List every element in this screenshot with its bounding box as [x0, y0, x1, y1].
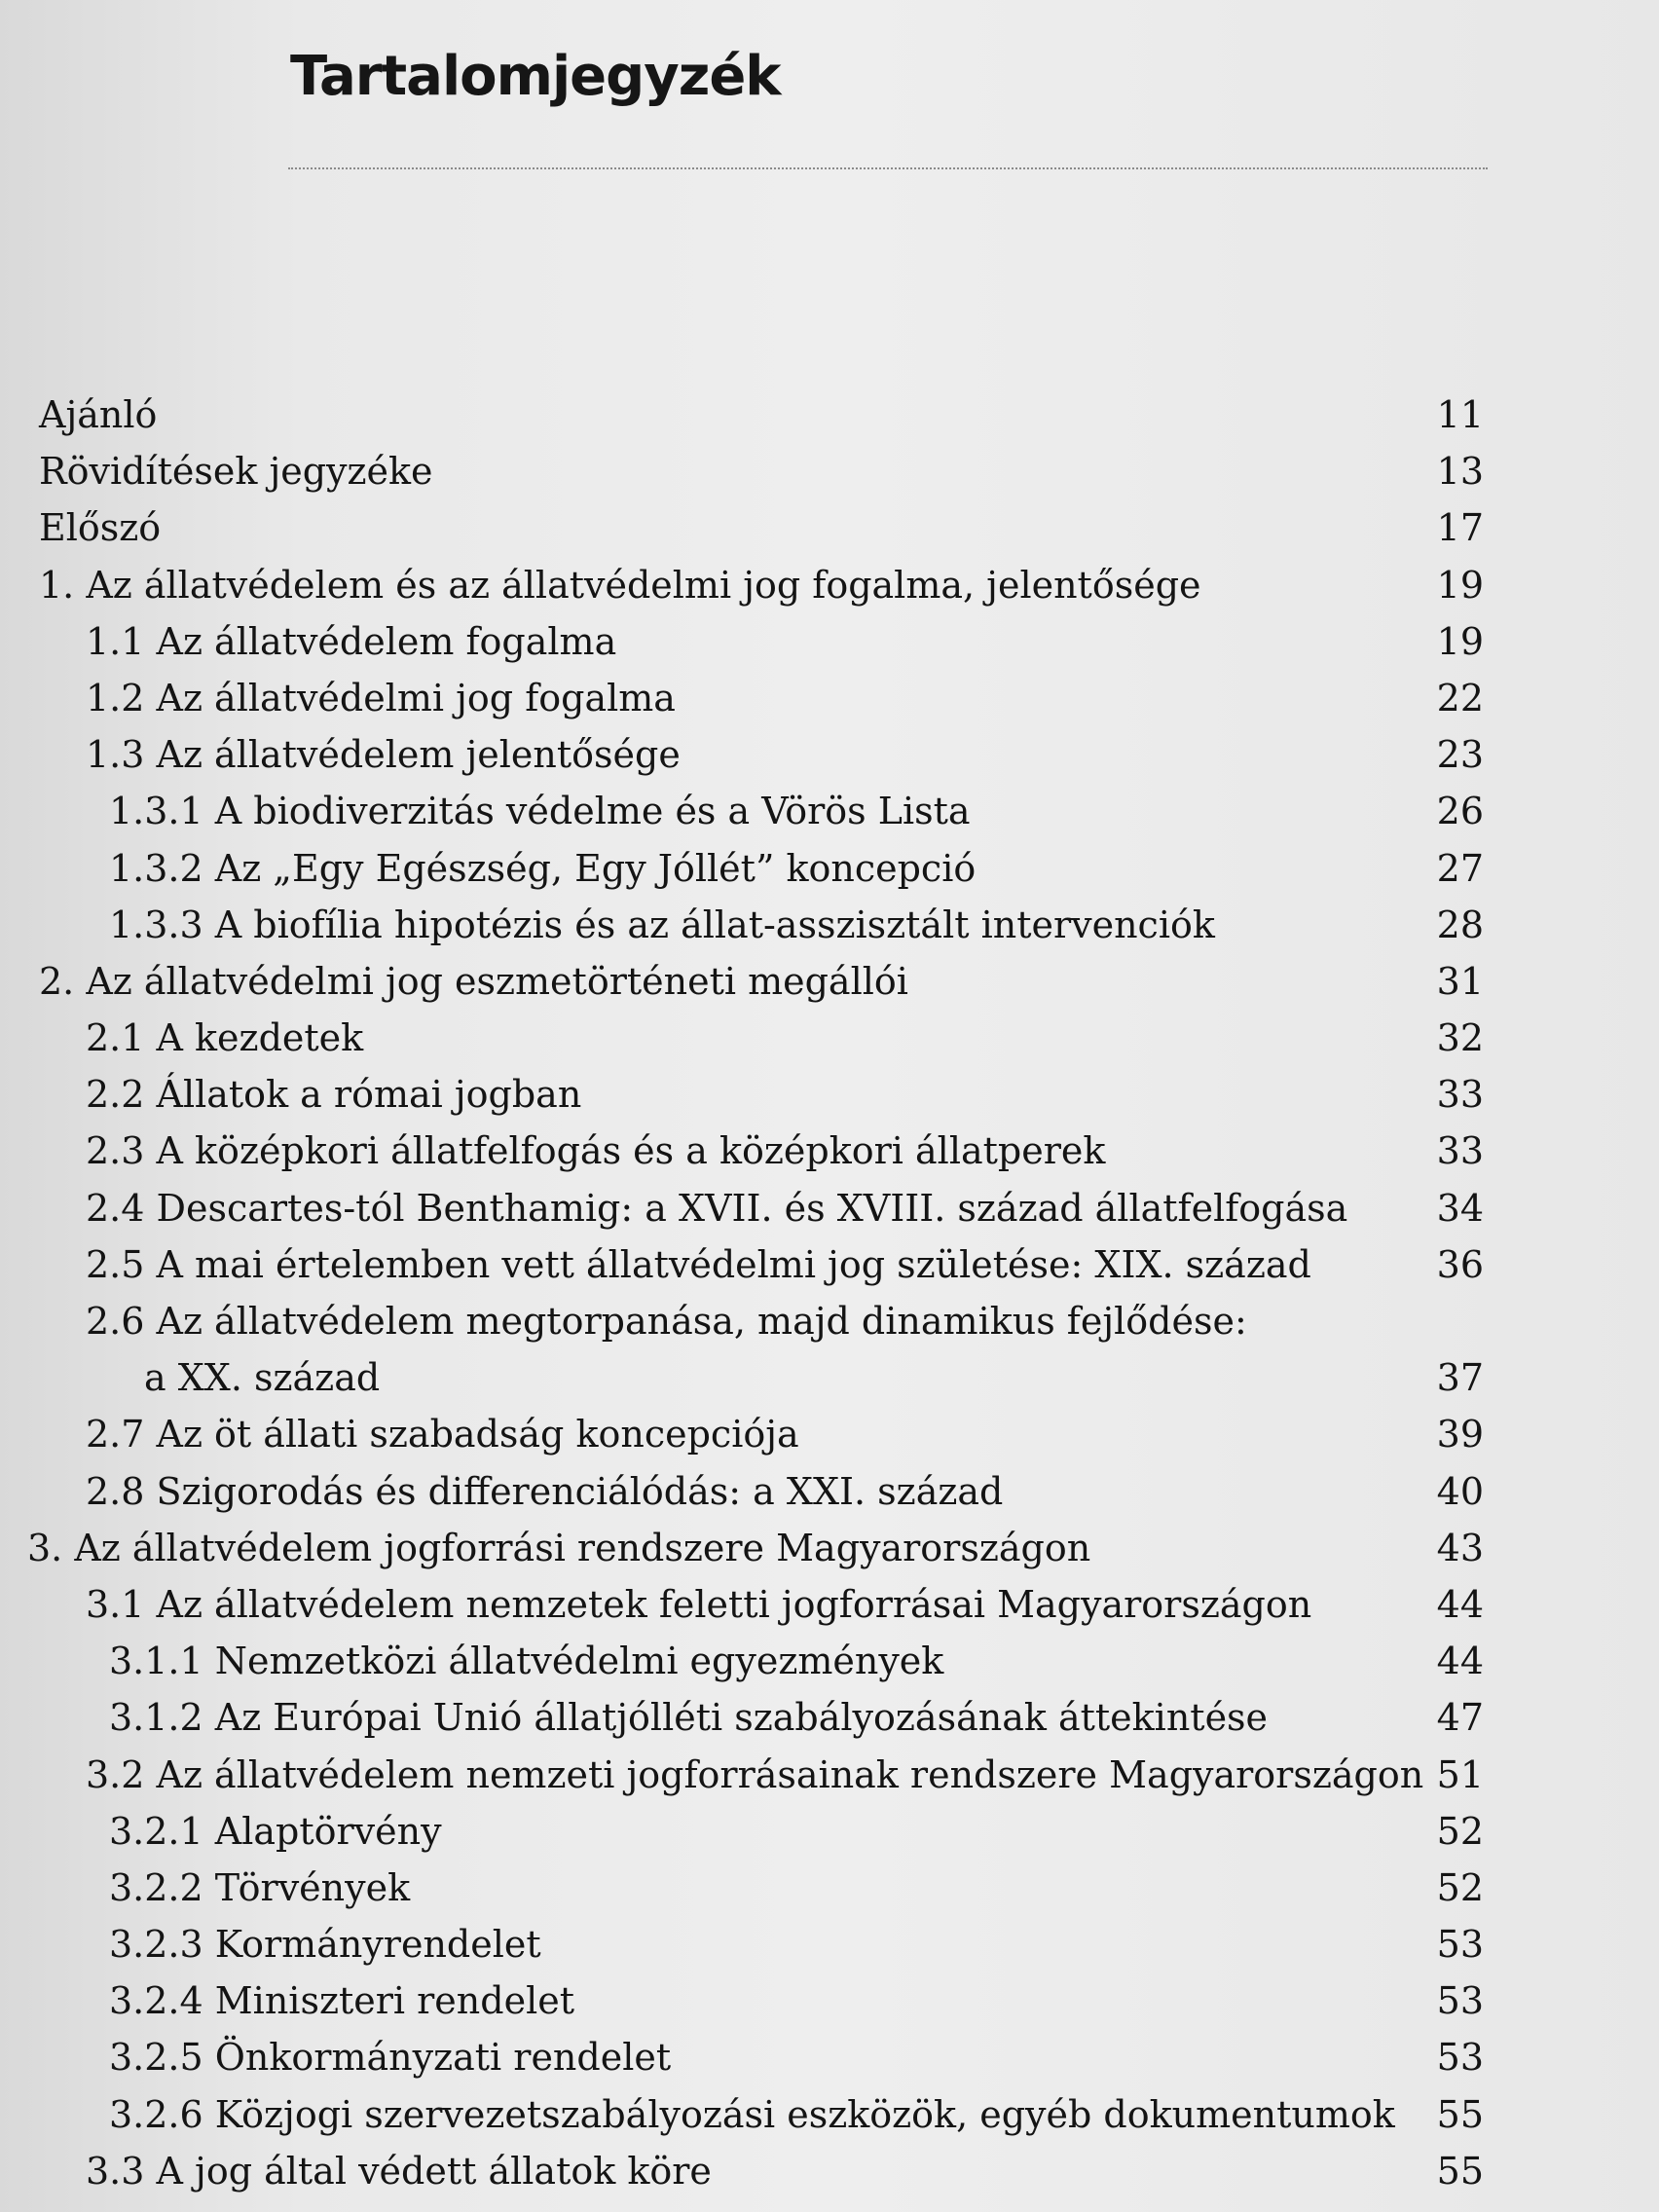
- toc-entry-page-number: 39: [1436, 1413, 1484, 1456]
- toc-entry: [0, 387, 1659, 444]
- toc-entry: [0, 2087, 1659, 2144]
- toc-entry-label: 3.2.3 Kormányrendelet: [109, 1923, 541, 1967]
- toc-entry-label: 1.3.3 A biofília hipotézis és az állat-asszisztált intervenciók: [109, 903, 1215, 946]
- toc-entry: [0, 1804, 1659, 1861]
- toc-entry: [0, 2144, 1659, 2200]
- toc-entry-label: 1.3 Az állatvédelem jelentősége: [86, 733, 681, 777]
- toc-entry: [0, 1690, 1659, 1747]
- toc-entry-page-number: 33: [1436, 1073, 1484, 1117]
- toc-entry-label: Előszó: [39, 506, 162, 550]
- toc-entry-page-number: 53: [1436, 1979, 1484, 2023]
- toc-entry-label: 1.2 Az állatvédelmi jog fogalma: [86, 676, 676, 719]
- toc-entry-label: 2.6 Az állatvédelem megtorpanása, majd dinamikus fejlődése:: [86, 1300, 1247, 1343]
- toc-entry-page-number: 53: [1436, 2036, 1484, 2080]
- title-divider: [288, 167, 1488, 169]
- toc-entry: [0, 954, 1659, 1011]
- toc-entry-label: 3.1.1 Nemzetközi állatvédelmi egyezmények: [109, 1640, 944, 1683]
- toc-entry-label: 3.3 A jog által védett állatok köre: [86, 2149, 712, 2193]
- toc-entry-page-number: 34: [1436, 1186, 1484, 1230]
- toc-entry: [0, 1011, 1659, 1067]
- toc-entry-label: Ajánló: [39, 393, 158, 436]
- toc-entry-page-number: 28: [1436, 903, 1484, 946]
- toc-entry-label: 1.3.1 A biodiverzitás védelme és a Vörös Lista: [109, 790, 971, 833]
- toc-entry-label: 2.2 Állatok a római jogban: [86, 1073, 582, 1117]
- toc-entry: [0, 614, 1659, 671]
- table-of-contents: [0, 387, 1659, 2200]
- toc-entry-label: a XX. század: [144, 1356, 381, 1400]
- toc-entry-page-number: 52: [1436, 1809, 1484, 1853]
- toc-entry: [0, 1294, 1659, 1350]
- toc-entry-page-number: 22: [1436, 676, 1484, 719]
- toc-entry-page-number: 27: [1436, 846, 1484, 890]
- toc-entry: [0, 1181, 1659, 1237]
- toc-entry-label: 2. Az állatvédelmi jog eszmetörténeti megállói: [39, 959, 908, 1003]
- toc-entry-label: 2.3 A középkori állatfelfogás és a középkori állatperek: [86, 1129, 1106, 1173]
- toc-entry-label: 2.5 A mai értelemben vett állatvédelmi jog születése: XIX. század: [86, 1242, 1311, 1286]
- toc-entry-page-number: 44: [1436, 1640, 1484, 1683]
- toc-entry: [0, 1407, 1659, 1463]
- toc-entry-label: 3.2 Az állatvédelem nemzeti jogforrásainak rendszere Magyarországon: [86, 1752, 1424, 1796]
- toc-entry-label: 3.2.5 Önkormányzati rendelet: [109, 2036, 672, 2080]
- toc-entry: [0, 1067, 1659, 1124]
- toc-entry-page-number: 44: [1436, 1582, 1484, 1626]
- toc-entry-label: Rövidítések jegyzéke: [39, 450, 433, 494]
- toc-entry-page-number: 43: [1436, 1526, 1484, 1569]
- toc-entry-label: 1. Az állatvédelem és az állatvédelmi jog fogalma, jelentősége: [39, 563, 1201, 607]
- toc-entry: [0, 898, 1659, 954]
- toc-entry-page-number: 53: [1436, 1923, 1484, 1967]
- toc-entry-page-number: 55: [1436, 2092, 1484, 2136]
- toc-entry-label: 2.4 Descartes-tól Benthamig: a XVII. és XVIII. század állatfelfogása: [86, 1186, 1348, 1230]
- toc-entry: [0, 1634, 1659, 1690]
- toc-entry-label: 3.1.2 Az Európai Unió állatjólléti szabályozásának áttekintése: [109, 1696, 1269, 1740]
- toc-entry: [0, 444, 1659, 500]
- toc-entry-page-number: 19: [1436, 619, 1484, 663]
- toc-entry-page-number: 26: [1436, 790, 1484, 833]
- toc-entry: [0, 784, 1659, 840]
- toc-entry-label: 1.3.2 Az „Egy Egészség, Egy Jóllét” koncepció: [109, 846, 977, 890]
- toc-entry-page-number: 47: [1436, 1696, 1484, 1740]
- toc-entry: [0, 727, 1659, 784]
- toc-entry-label: 3.1 Az állatvédelem nemzetek feletti jogforrásai Magyarországon: [86, 1582, 1312, 1626]
- toc-entry-page-number: 11: [1436, 393, 1484, 436]
- toc-entry-page-number: 55: [1436, 2149, 1484, 2193]
- toc-entry: [0, 1521, 1659, 1577]
- toc-entry: [0, 1350, 1659, 1407]
- toc-entry-label: 3.2.2 Törvények: [109, 1865, 411, 1909]
- toc-entry-label: 3. Az állatvédelem jogforrási rendszere Magyarországon: [27, 1526, 1091, 1569]
- toc-entry: [0, 500, 1659, 557]
- toc-entry-label: 2.7 Az öt állati szabadság koncepciója: [86, 1413, 799, 1456]
- toc-entry-page-number: 36: [1436, 1242, 1484, 1286]
- toc-entry-label: 3.2.4 Miniszteri rendelet: [109, 1979, 574, 2023]
- toc-entry-label: 3.2.1 Alaptörvény: [109, 1809, 442, 1853]
- toc-entry: [0, 1861, 1659, 1917]
- toc-entry: [0, 558, 1659, 614]
- toc-entry-label: 2.1 A kezdetek: [86, 1016, 364, 1060]
- toc-entry: [0, 671, 1659, 727]
- toc-entry-page-number: 33: [1436, 1129, 1484, 1173]
- toc-entry-label: 2.8 Szigorodás és differenciálódás: a XXI. század: [86, 1469, 1004, 1513]
- toc-entry: [0, 1973, 1659, 2030]
- toc-entry: [0, 1917, 1659, 1973]
- toc-entry-page-number: 19: [1436, 563, 1484, 607]
- toc-entry-page-number: 51: [1436, 1752, 1484, 1796]
- toc-entry: [0, 1577, 1659, 1634]
- toc-entry-label: 3.2.6 Közjogi szervezetszabályozási eszközök, egyéb dokumentumok: [109, 2092, 1395, 2136]
- page-title: Tartalomjegyzék: [290, 45, 781, 108]
- toc-entry-page-number: 32: [1436, 1016, 1484, 1060]
- toc-entry: [0, 1124, 1659, 1180]
- toc-entry-page-number: 40: [1436, 1469, 1484, 1513]
- toc-entry: [0, 841, 1659, 898]
- toc-entry: [0, 1464, 1659, 1521]
- toc-entry: [0, 2030, 1659, 2086]
- toc-entry-page-number: 13: [1436, 450, 1484, 494]
- toc-entry-page-number: 23: [1436, 733, 1484, 777]
- toc-entry-page-number: 52: [1436, 1865, 1484, 1909]
- toc-entry: [0, 1237, 1659, 1294]
- toc-entry-label: 1.1 Az állatvédelem fogalma: [86, 619, 617, 663]
- toc-entry-page-number: 17: [1436, 506, 1484, 550]
- toc-entry-page-number: 31: [1436, 959, 1484, 1003]
- toc-entry-page-number: 37: [1436, 1356, 1484, 1400]
- toc-entry: [0, 1748, 1659, 1804]
